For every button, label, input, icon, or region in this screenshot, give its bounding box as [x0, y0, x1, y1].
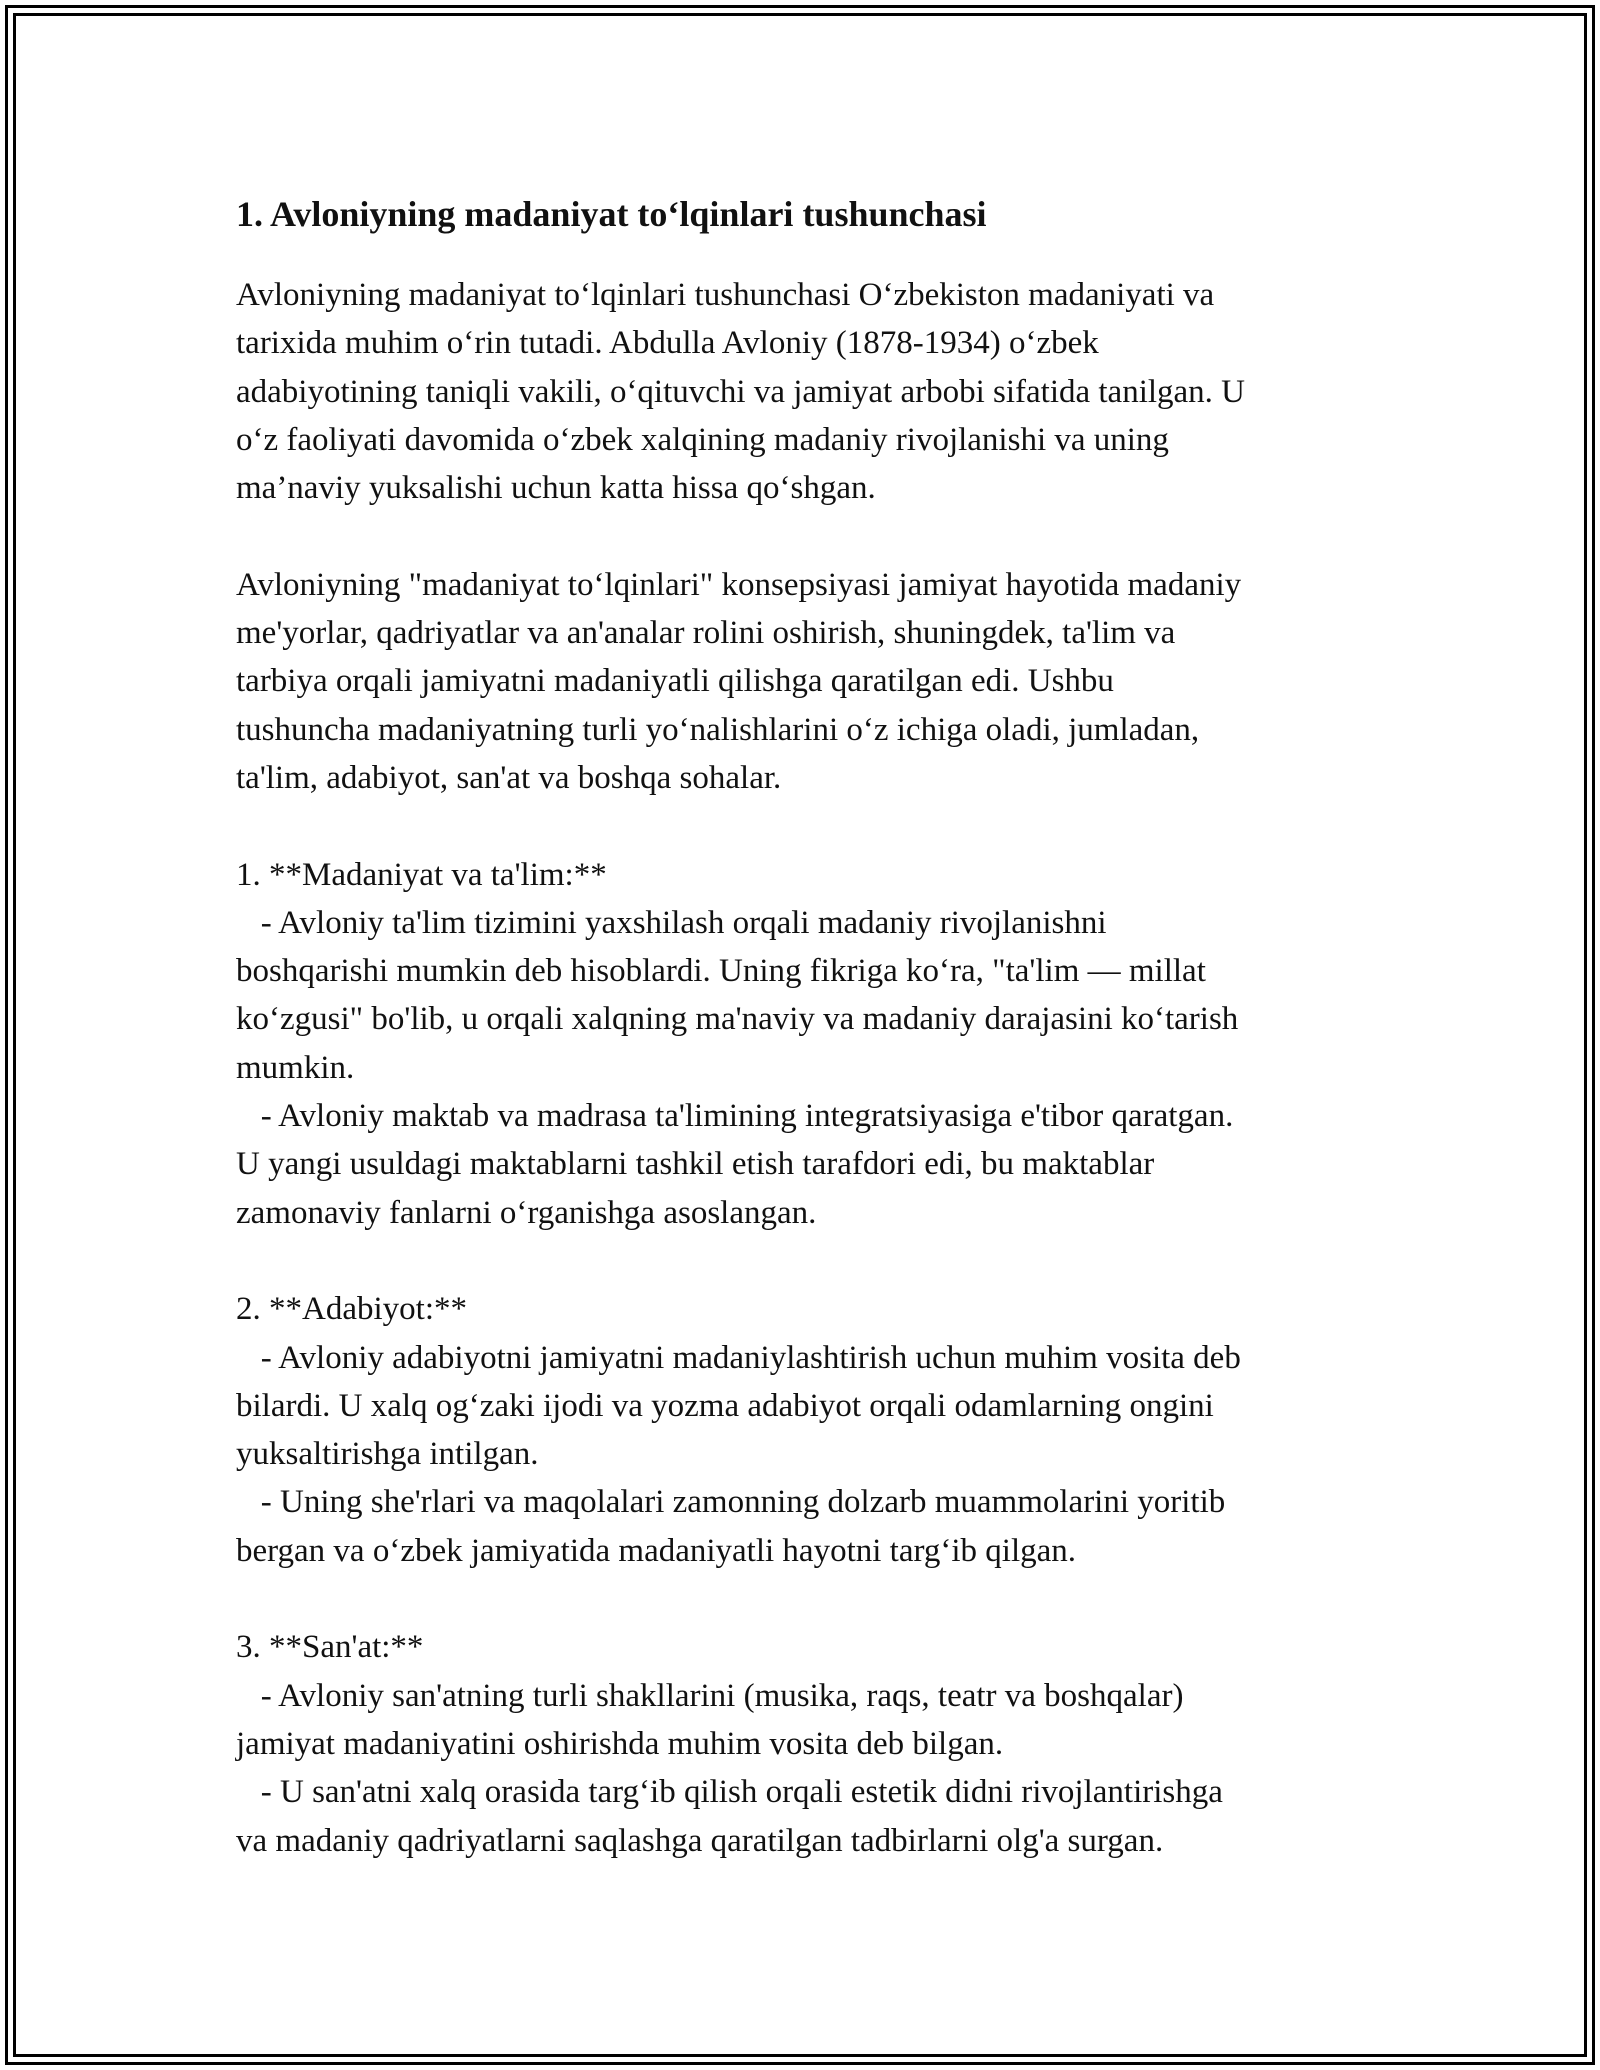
document-body: [236, 185, 1366, 1865]
text-line: - Avloniy san'atning turli shakllarini (musika, raqs, teatr va boshqalar): [236, 1677, 1184, 1714]
text-line: 1. **Madaniyat va ta'lim:**: [236, 856, 607, 893]
text-line: ma’naviy yuksalishi uchun katta hissa qo‘shgan.: [236, 470, 876, 507]
paragraph-gap: [236, 1237, 1366, 1285]
text-line: boshqarishi mumkin deb hisoblardi. Uning fikriga ko‘ra, "ta'lim — millat: [236, 953, 1206, 990]
paragraph-gap: [236, 802, 1366, 850]
text-line: tarbiya orqali jamiyatni madaniyatli qilishga qaratilgan edi. Ushbu: [236, 663, 1114, 700]
text-line: Avloniyning "madaniyat to‘lqinlari" konsepsiyasi jamiyat hayotida madaniy: [236, 566, 1242, 603]
text-line: yuksaltirishga intilgan.: [236, 1436, 539, 1473]
text-line: ko‘zgusi" bo'lib, u orqali xalqning ma'naviy va madaniy darajasini ko‘tarish: [236, 1001, 1239, 1038]
text-line: Avloniyning madaniyat to‘lqinlari tushunchasi O‘zbekiston madaniyati va: [236, 277, 1215, 313]
text-line: va madaniy qadriyatlarni saqlashga qaratilgan tadbirlarni olg'a surgan.: [236, 1822, 1164, 1859]
paragraph-gap: [236, 1575, 1366, 1623]
text-line: o‘z faoliyati davomida o‘zbek xalqining madaniy rivojlanishi va uning: [236, 421, 1169, 458]
text-line: tushuncha madaniyatning turli yo‘nalishlarini o‘z ichiga oladi, jumladan,: [236, 711, 1200, 748]
text-line: adabiyotining taniqli vakili, o‘qituvchi va jamiyat arbobi sifatida tanilgan. U: [236, 373, 1246, 410]
text-line: - U san'atni xalq orasida targ‘ib qilish orqali estetik didni rivojlantirishga: [236, 1774, 1223, 1811]
text-line: - Avloniy adabiyotni jamiyatni madaniylashtirish uchun muhim vosita deb: [236, 1339, 1241, 1376]
text-line: bergan va o‘zbek jamiyatida madaniyatli hayotni targ‘ib qilgan.: [236, 1532, 1077, 1569]
text-line: zamonaviy fanlarni o‘rganishga asoslangan.: [236, 1194, 817, 1231]
text-line: U yangi usuldagi maktablarni tashkil etish tarafdori edi, bu maktablar: [236, 1146, 1155, 1183]
text-line: 3. **San'at:**: [236, 1629, 424, 1666]
text-line: mumkin.: [236, 1049, 355, 1086]
text-line: bilardi. U xalq og‘zaki ijodi va yozma adabiyot orqali odamlarning ongini: [236, 1387, 1214, 1424]
text-line: - Avloniy ta'lim tizimini yaxshilash orqali madaniy rivojlanishni: [236, 904, 1107, 941]
text-line: 2. **Adabiyot:**: [236, 1291, 467, 1328]
document-text: [236, 271, 1366, 1865]
text-line: jamiyat madaniyatini oshirishda muhim vosita deb bilgan.: [236, 1725, 1004, 1762]
text-line: me'yorlar, qadriyatlar va an'analar rolini oshirish, shuningdek, ta'lim va: [236, 615, 1176, 652]
text-line: ta'lim, adabiyot, san'at va boshqa sohalar.: [236, 759, 782, 796]
paragraph-gap: [236, 512, 1366, 560]
text-line: tarixida muhim o‘rin tutadi. Abdulla Avloniy (1878-1934) o‘zbek: [236, 325, 1099, 362]
text-line: - Avloniy maktab va madrasa ta'limining integratsiyasiga e'tibor qaratgan.: [236, 1098, 1234, 1135]
text-line: - Uning she'rlari va maqolalari zamonning dolzarb muammolarini yoritib: [236, 1484, 1226, 1521]
document-title: 1. Avloniyning madaniyat to‘lqinlari tushunchasi: [236, 194, 987, 234]
